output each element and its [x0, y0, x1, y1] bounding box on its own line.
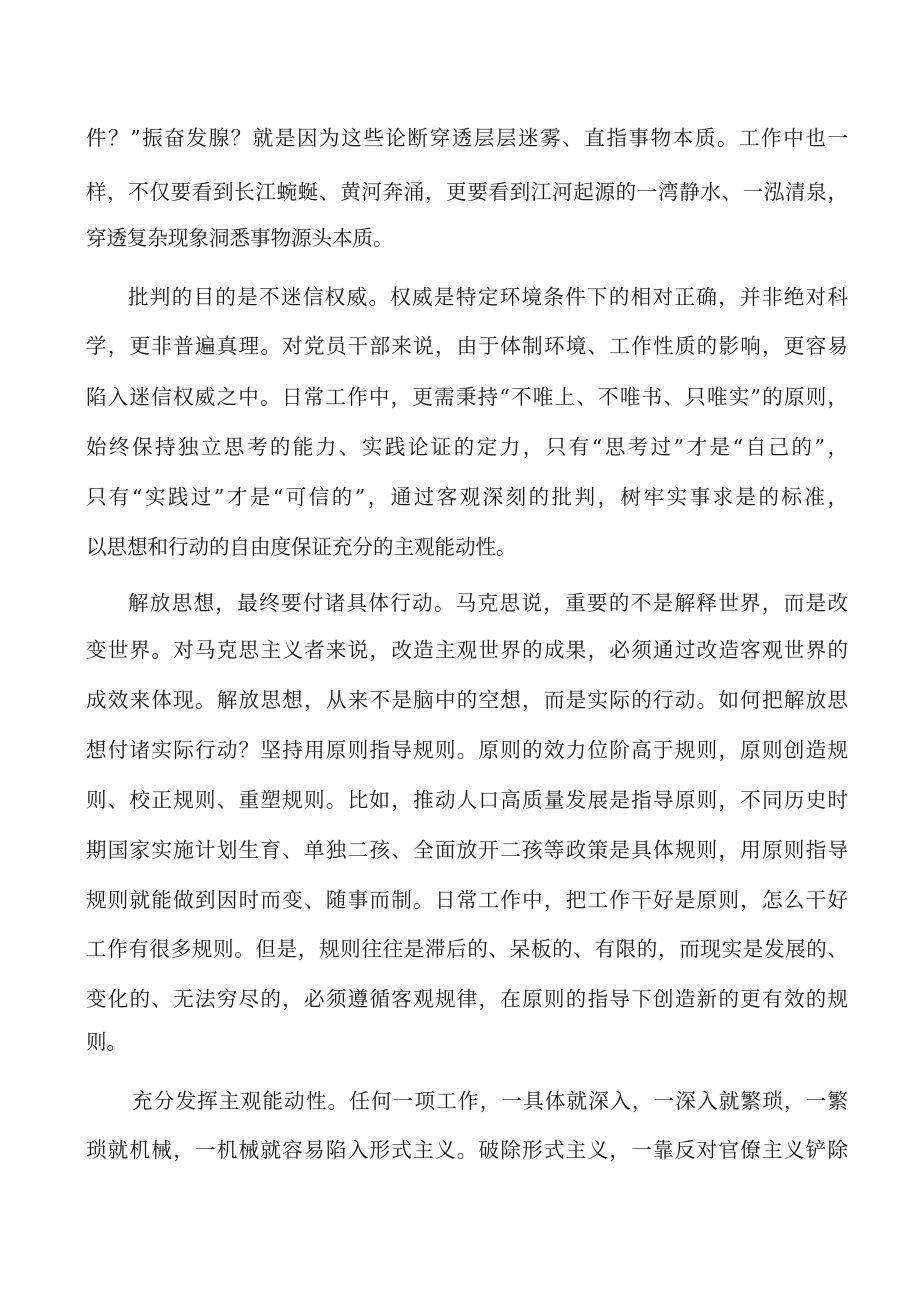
paragraph-3-line-2: 变世界。对马克思主义者来说，改造主观世界的成果，必须通过改造客观世界的 — [86, 638, 848, 662]
paragraph-2-line-1: 批判的目的是不迷信权威。权威是特定环境条件下的相对正确，并非绝对科 — [128, 285, 848, 309]
paragraph-1-line-3: 穿透复杂现象洞悉事物源头本质。 — [86, 226, 394, 250]
paragraph-3-line-10: 则。 — [86, 1030, 127, 1054]
paragraph-3-line-3: 成效来体现。解放思想，从来不是脑中的空想，而是实际的行动。如何把解放思 — [86, 688, 848, 712]
paragraph-3-line-4: 想付诸实际行动？坚持用原则指导规则。原则的效力位阶高于规则，原则创造规 — [86, 738, 848, 762]
paragraph-3-line-1: 解放思想，最终要付诸具体行动。马克思说，重要的不是解释世界，而是改 — [128, 591, 848, 615]
paragraph-2-line-2: 学，更非普遍真理。对党员干部来说，由于体制环境、工作性质的影响，更容易 — [86, 334, 848, 358]
paragraph-4-line-1: 充分发挥主观能动性。任何一项工作，一具体就深入，一深入就繁琐，一繁 — [132, 1089, 848, 1113]
paragraph-3-line-6: 期国家实施计划生育、单独二孩、全面放开二孩等政策是具体规则，用原则指导 — [86, 838, 848, 862]
paragraph-2-line-3: 陷入迷信权威之中。日常工作中，更需秉持“不唯上、不唯书、只唯实”的原则， — [86, 385, 848, 409]
paragraph-3-line-8: 工作有很多规则。但是，规则往往是滞后的、呆板的、有限的，而现实是发展的、 — [86, 937, 848, 961]
paragraph-3-line-9: 变化的、无法穷尽的，必须遵循客观规律，在原则的指导下创造新的更有效的规 — [86, 987, 848, 1011]
paragraph-3-line-5: 则、校正规则、重塑规则。比如，推动人口高质量发展是指导原则，不同历史时 — [86, 788, 848, 812]
paragraph-3-line-7: 规则就能做到因时而变、随事而制。日常工作中，把工作干好是原则，怎么干好 — [86, 888, 848, 912]
paragraph-2-line-4: 始终保持独立思考的能力、实践论证的定力，只有“思考过”才是“自己的”， — [86, 435, 848, 459]
paragraph-1-line-1: 件？”振奋发腺？就是因为这些论断穿透层层迷雾、直指事物本质。工作中也一 — [86, 126, 848, 150]
paragraph-2-line-6: 以思想和行动的自由度保证充分的主观能动性。 — [86, 535, 517, 559]
paragraph-1-line-2: 样，不仅要看到长江蜿蜒、黄河奔涌，更要看到江河起源的一湾静水、一泓清泉， — [86, 180, 848, 204]
paragraph-4-line-2: 琐就机械，一机械就容易陷入形式主义。破除形式主义，一靠反对官僚主义铲除 — [86, 1138, 848, 1162]
paragraph-2-line-5: 只有“实践过”才是“可信的”，通过客观深刻的批判，树牢实事求是的标准， — [86, 485, 848, 509]
